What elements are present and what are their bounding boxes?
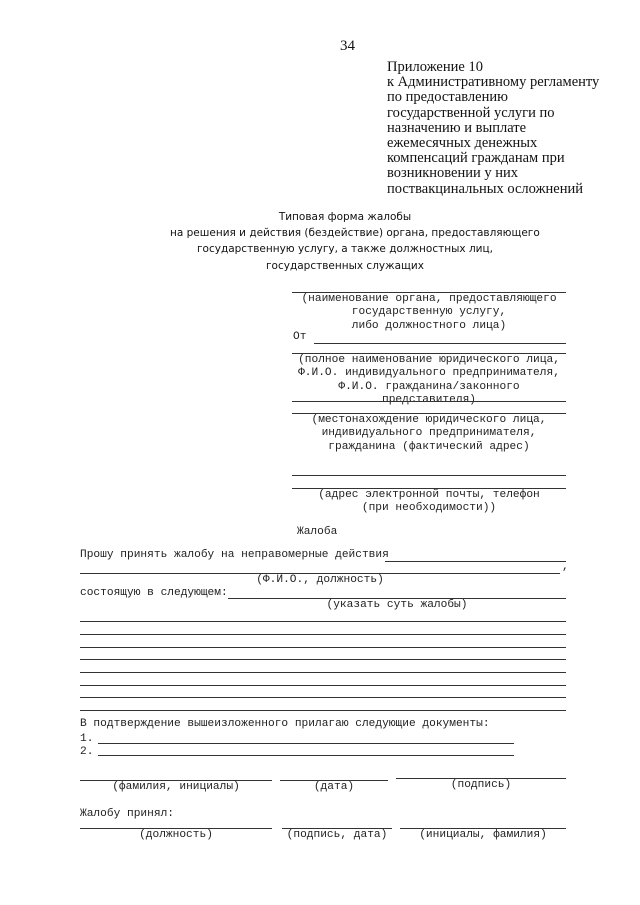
location-note: (местонахождение юридического лица, индивидуального предпринимателя, гражданина (фактический адрес) [311, 414, 547, 453]
form-title [170, 209, 540, 274]
essence-line[interactable] [80, 685, 566, 686]
appendix-line: возникновении у них [387, 165, 519, 182]
attachment-line-2[interactable] [98, 755, 514, 756]
contact-line-1[interactable] [292, 475, 566, 476]
appendix-line: государственной услуги по [387, 104, 555, 121]
essence-line[interactable] [80, 672, 566, 673]
appendix-line: по предоставлению [387, 89, 508, 106]
appendix-line: поствакцинальных осложнений [387, 180, 584, 197]
from-line[interactable] [314, 343, 566, 344]
form-title-line: на решения и действия (бездействие) органа, предоставляющего [170, 227, 540, 240]
location-line-1[interactable] [292, 401, 566, 402]
consisting-label: состоящую в следующем: [80, 587, 228, 599]
from-label: От [293, 331, 307, 343]
name-note: (фамилия, инициалы) [112, 781, 240, 793]
complaint-heading: Жалоба [297, 526, 338, 538]
date-note: (дата) [313, 781, 355, 793]
essence-note: (указать суть жалобы) [326, 599, 468, 611]
attachment-line-1[interactable] [98, 743, 514, 744]
applicant-note: (полное наименование юридического лица, Ф.И.О. индивидуального предпринимателя, Ф.И.О. гражданина/законного представителя) [298, 354, 560, 406]
appendix-header [387, 60, 599, 197]
request-line[interactable] [385, 561, 566, 562]
appendix-line: компенсаций гражданам при [387, 150, 565, 167]
appendix-line: назначению и выплате [387, 119, 527, 136]
position-note: (должность) [139, 829, 213, 841]
essence-line[interactable] [80, 634, 566, 635]
comma: , [562, 561, 569, 573]
appendix-line: Приложение 10 [387, 59, 483, 75]
initials-note: (инициалы, фамилия) [419, 829, 547, 841]
contact-note: (адрес электронной почты, телефон (при необходимости)) [318, 489, 540, 515]
attachment-item-number: 1. [80, 733, 94, 745]
essence-line[interactable] [80, 710, 566, 711]
essence-line[interactable] [80, 659, 566, 660]
attachment-item-number: 2. [80, 746, 94, 758]
sign-note: (подпись) [450, 779, 512, 791]
sign-date-note: (подпись, дата) [286, 829, 388, 841]
form-title-line: Типовая форма жалобы [278, 211, 412, 223]
org-name-note: (наименование органа, предоставляющего государственную услугу, либо должностного лица) [301, 293, 557, 332]
appendix-line: к Административному регламенту [387, 74, 600, 91]
fio-note: (Ф.И.О., должность) [256, 574, 384, 586]
request-text: Прошу принять жалобу на неправомерные действия [80, 549, 389, 561]
attachments-text: В подтверждение вышеизложенного прилагаю следующие документы: [80, 718, 490, 730]
form-title-line: государственную услугу, а также должностных лиц, [197, 243, 493, 256]
acceptance-label: Жалобу принял: [80, 808, 174, 820]
essence-line[interactable] [80, 697, 566, 698]
essence-line[interactable] [80, 647, 566, 648]
page-number: 34 [340, 38, 355, 54]
essence-line[interactable] [80, 621, 566, 622]
appendix-line: ежемесячных денежных [387, 135, 538, 152]
form-title-line: государственных служащих [266, 259, 424, 272]
